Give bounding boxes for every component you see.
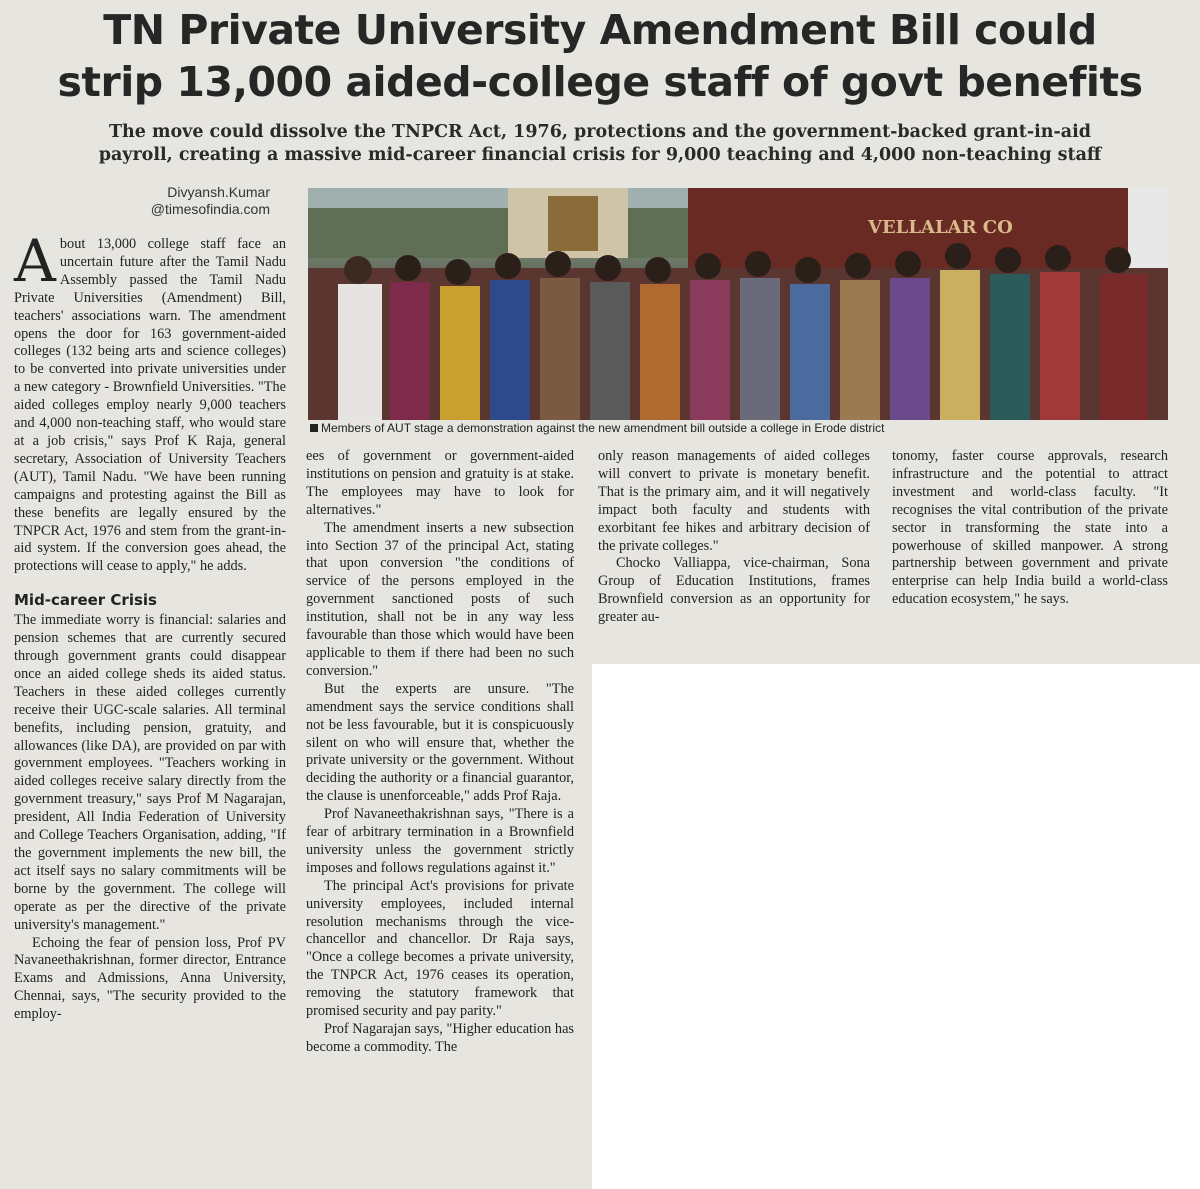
paragraph: only reason managements of aided colleges will convert to private is monetary benefit. That is the primary aim, and it will negatively impact both faculty and students with exorbitant fee hikes and arbitrary decision of the private colleges." bbox=[598, 448, 870, 554]
lead-paragraph-text: bout 13,000 college staff face an uncertain future after the Tamil Nadu Assembly passed the Tamil Nadu Private Universities (Amendment) Bill, teachers' associations warn. The amendment opens the door for 163 government-aided colleges (132 being arts and science colleges) to be converted into private universities under a new category - Brownfield Universities. "The aided colleges employ nearly 9,000 teachers and 4,000 non-teaching staff, who would stare at a job crisis," says Prof K Raja, general secretary, Association of University Teachers (AUT), Tamil Nadu. "We have been running campaigns and protesting against the Bill as these benefits are legally ensured by the TNPCR Act, 1976 and stem from the grant-in-aid system. If the conversion goes ahead, the protections will cease to apply," he adds. bbox=[14, 236, 286, 575]
article-column-4 bbox=[892, 448, 1168, 609]
headline-line-2: strip 13,000 aided-college staff of govt benefits bbox=[57, 58, 1143, 106]
byline bbox=[70, 184, 270, 218]
author-name: Divyansh.Kumar bbox=[167, 184, 270, 200]
paragraph: The immediate worry is financial: salaries and pension schemes that are currently secured through government grants could disappear once an aided college sheds its aided status. Teachers in these aided colleges currently receive their UGC-scale salaries. All terminal benefits, including pension, gratuity, and allowances (like DA), are provided on par with government employees. "Teachers working in aided colleges receive salary directly from the government treasury," says Prof M Nagarajan, president, All India Federation of University and College Teachers Organisation, adding, "If the government implements the new bill, the act itself says no salary commitments will be borne by the government. The college will operate as per the directive of the private university's management." bbox=[14, 612, 286, 933]
headline-line-1: TN Private University Amendment Bill could bbox=[103, 6, 1097, 54]
subheadline-line-1: The move could dissolve the TNPCR Act, 1976, protections and the government-backed grant-in-aid bbox=[109, 122, 1091, 142]
lead-paragraph bbox=[14, 227, 286, 576]
subheadline-line-2: payroll, creating a massive mid-career financial crisis for 9,000 teaching and 4,000 non-teaching staff bbox=[98, 145, 1102, 165]
blank-area bbox=[592, 664, 1200, 1189]
paragraph: Prof Navaneethakrishnan says, "There is a fear of arbitrary termination in a Brownfield university unless the government strictly imposes and follows regulations against it." bbox=[306, 806, 574, 876]
paragraph: Chocko Valliappa, vice-chairman, Sona Group of Education Institutions, frames Brownfield conversion as an opportunity for greater au- bbox=[598, 555, 870, 626]
headline bbox=[0, 4, 1200, 108]
photo-caption bbox=[310, 421, 1170, 436]
paragraph: But the experts are unsure. "The amendment says the service conditions shall not be less favourable, but it is conspicuously silent on who will ensure that, whether the private university or the government. Without deciding the authority or a financial guarantor, the clause is unenforceable," adds Prof Raja. bbox=[306, 680, 574, 805]
protest-photo bbox=[308, 188, 1168, 420]
section-heading: Mid-career Crisis bbox=[14, 591, 157, 610]
paragraph: The amendment inserts a new subsection into Section 37 of the principal Act, stating that upon conversion "the conditions of service of the persons employed in the government sanctioned posts of such institution, shall not be in any way less favourable than those which would have been applicable to them if there had been no such conversion." bbox=[306, 519, 574, 679]
article-column-1 bbox=[14, 227, 286, 1024]
caption-text: Members of AUT stage a demonstration against the new amendment bill outside a college in Erode district bbox=[321, 421, 885, 435]
caption-marker-icon bbox=[310, 424, 318, 432]
paragraph: ees of government or government-aided institutions on pension and gratuity is at stake. The employees may have to look for alternatives." bbox=[306, 448, 574, 518]
paragraph: Echoing the fear of pension loss, Prof PV Navaneethakrishnan, former director, Entrance Exams and Admissions, Anna University, Chennai, says, "The security provided to the employ- bbox=[14, 934, 286, 1023]
author-handle: @timesofindia.com bbox=[150, 201, 270, 217]
building-sign: VELLALAR CO bbox=[868, 217, 1013, 238]
paragraph: tonomy, faster course approvals, research infrastructure and the potential to attract investment and world-class faculty. "It recognises the vital contribution of the private sector in transforming the state into a powerhouse of skilled manpower. A strong partnership between government and private enterprise can help India build a world-class education ecosystem," he says. bbox=[892, 448, 1168, 608]
drop-cap: A bbox=[14, 227, 56, 295]
article-column-2 bbox=[306, 448, 574, 1057]
paragraph: Prof Nagarajan says, "Higher education has become a commodity. The bbox=[306, 1021, 574, 1055]
subheadline bbox=[0, 121, 1200, 167]
protest-photo-illustration bbox=[308, 188, 1168, 420]
article-column-3 bbox=[598, 448, 870, 627]
paragraph: The principal Act's provisions for private university employees, included internal resolution mechanisms through the vice-chancellor and chancellor. Dr Raja says, "Once a college becomes a private university, the TNPCR Act, 1976 ceases its operation, removing the statutory framework that promised security and pay parity." bbox=[306, 877, 574, 1020]
